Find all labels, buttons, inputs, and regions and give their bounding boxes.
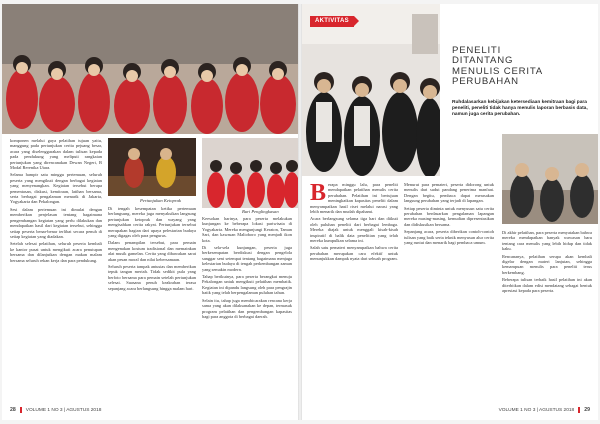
title-line: PENELITI (452, 45, 502, 56)
text-column-1 (10, 138, 102, 400)
paragraph: Sesi dalam pertemuan ini dimulai dengan memberikan penjelasan tentang bagaimana pengembangan kegiatan yang perlu dilakukan dan mendapatkan hasil dari kegiatan tersebut, sehingga setiap peserta benar-benar terlibat secara penuh di setiap kegiatan yang diadakan. (10, 206, 102, 239)
paragraph: Salah satu pemateri menyampaikan bahwa cerita perubahan merupakan cara efektif untuk menunjukkan dampak nyata dari sebuah program. (310, 245, 398, 262)
paragraph: Di tengah kesempatan ketika pertemuan berlangsung, mereka juga menyaksikan langsung pertunjukan ketoprak dan wayang yang mengisahkan cerita rakyat. Pertunjukan tersebut merupakan bagian dari upaya pelestarian budaya yang digagas oleh para pengurus. (108, 206, 196, 239)
ketoprak-photo (108, 138, 196, 196)
page-footer (302, 406, 598, 414)
paragraph: Di akhir pelatihan, para peserta menyatakan bahwa mereka mendapatkan banyak wawasan baru tentang cara menulis yang lebih hidup dan tidak kaku. (502, 230, 592, 252)
paragraph: Keesokan harinya, para peserta melakukan kunjungan ke beberapa lokasi pariwisata di Yogyakarta. Mereka mengunjungi Keraton, Taman Sari, dan kawasan Malioboro yang menjadi ikon kota. (202, 216, 292, 243)
section-tag: AKTIVITAS (310, 16, 354, 27)
researchers-photo (302, 4, 440, 176)
right-page (302, 4, 598, 420)
article-title (452, 46, 592, 88)
text-column-3 (502, 230, 592, 400)
paragraph: Di sela-sela kunjungan, peserta juga berkesempatan berdiskusi dengan pengelola sanggar seni setempat tentang bagaimana menjaga kelestarian budaya di tengah perkembangan zaman yang semakin modern. (202, 245, 292, 272)
paragraph (310, 182, 398, 214)
left-page (2, 4, 298, 420)
crowd-photo (2, 4, 298, 134)
paragraph: Menurut para pemateri, peserta didorong untuk menulis dari sudut pandang penerima manfaat. Dengan begitu, pembaca dapat merasakan langsung perubahan yang terjadi di lapangan. (404, 182, 494, 204)
paragraph: Setelah selesai pelatihan, seluruh peserta kembali ke kantor pusat untuk mengikuti acara penutupan bersama dan dilanjutkan dengan makan malam bersama seluruh rekan kerja dan para pendukung. (10, 241, 102, 263)
paragraph: Dalam penampilan tersebut, para pemain mengenakan kostum tradisional dan memainkan alat musik gamelan. Cerita yang dibawakan sarat akan pesan moral dan nilai kebersamaan. (108, 240, 196, 262)
text-column-2 (404, 182, 494, 400)
paragraph: Tahap berikutnya, para peserta berangkat menuju Pekalongan untuk mengikuti pelatihan membatik. Kegiatan ini dipandu langsung oleh para pengrajin batik yang telah berpengalaman puluhan tahun. (202, 274, 292, 296)
paragraph: Acara berlangsung selama tiga hari dan diikuti oleh puluhan peneliti dari berbagai lembaga. Mereka diajak untuk menggali kisah-kisah inspiratif di balik data penelitian yang telah mereka kumpulkan selama ini. (310, 216, 398, 244)
article-lead: Ruhdalasarkan kebijakan ketersediaan kemitraan bagi para peneliti, peneliti tidak hanya menulis laporan berbasis data, namun juga cerita perubahan. (452, 100, 588, 117)
footer-divider (578, 407, 580, 413)
paragraph-text: erapa minggu lalu, para peneliti mendapatkan pelatihan menulis cerita perubahan. Pelatihan ini bertujuan meningkatkan kapasitas peneliti dalam menyampaikan hasil riset melalui narasi yang lebih menarik dan mudah dipahami. (310, 182, 398, 215)
discussion-photo (502, 134, 598, 224)
paragraph: komponen melalui gaya pelatihan tujuan yaitu, manggung pada pertunjukan cerita pejuang besar, acara yang diselenggarakan dalam tulisan kepada pada pendukung yang meliputi rangkaian pertunjukan yang direncanakan Dewan Negeri, B Modal Rerenika Utara. (10, 138, 102, 171)
title-line: MENULIS CERITA (452, 65, 543, 77)
title-line: PERUBAHAN (452, 76, 519, 88)
group-photo (202, 138, 298, 208)
photo-caption-right: Buri Penglingkasan (242, 209, 279, 214)
page-footer (10, 406, 298, 414)
paragraph: Rencananya, pelatihan serupa akan kembali digelar dengan materi lanjutan, sehingga kemampuan menulis para peneliti terus berkembang. (502, 253, 592, 275)
text-column-2 (108, 206, 196, 400)
text-column-1 (310, 182, 398, 400)
paragraph: Beberapa tulisan terbaik hasil pelatihan ini akan diterbitkan dalam edisi mendatang sebagai bentuk apresiasi kepada para peserta. (502, 277, 592, 294)
photo-caption: Pertunjukan Ketoprak (140, 198, 181, 203)
text-column-3 (202, 216, 292, 400)
paragraph: Sepanjang acara, peserta diberikan contoh-contoh tulisan yang baik serta teknik menyusun alur cerita yang runtut dan menarik bagi pembaca umum. (404, 229, 494, 246)
page-number: 29 (584, 407, 590, 413)
page-number: 28 (10, 407, 16, 413)
title-line: DITANTANG (452, 55, 514, 67)
footer-divider (20, 407, 22, 413)
paragraph: Selama hampir satu minggu pertemuan, seluruh peserta yang mengikuti dengan berbagai kegiatan yang menyenangkan. Kegiatan tersebut berupa pementasan, diskusi, kemitraan, latihan bersama, serta berbagai pengalaman menarik di Jakarta, Yogyakarta dan Pekalongan. (10, 172, 102, 205)
issue-label: VOLUME 1 NO 3 | AGUSTUS 2018 (25, 407, 102, 413)
drop-cap: B (310, 182, 327, 206)
paragraph: Selain itu, tahap juga membicarakan rencana kerja sama yang akan dilaksanakan ke depan, termasuk program pelatihan dan pengembangan kapasitas bagi para anggota di berbagai daerah. (202, 297, 292, 319)
issue-label: VOLUME 1 NO 3 | AGUSTUS 2018 (498, 407, 575, 413)
paragraph: Seluruh peserta tampak antusias dan memberikan tepuk tangan meriah. Tidak sedikit pula yang berfoto bersama para pemain setelah pertunjukan selesai. Suasana penuh keakraban terasa sepanjang acara berlangsung hingga malam hari. (108, 264, 196, 291)
paragraph: Setiap peserta diminta untuk menyusun satu cerita perubahan berdasarkan pengalaman lapangan mereka masing-masing, kemudian dipresentasikan dan didiskusikan bersama. (404, 205, 494, 227)
